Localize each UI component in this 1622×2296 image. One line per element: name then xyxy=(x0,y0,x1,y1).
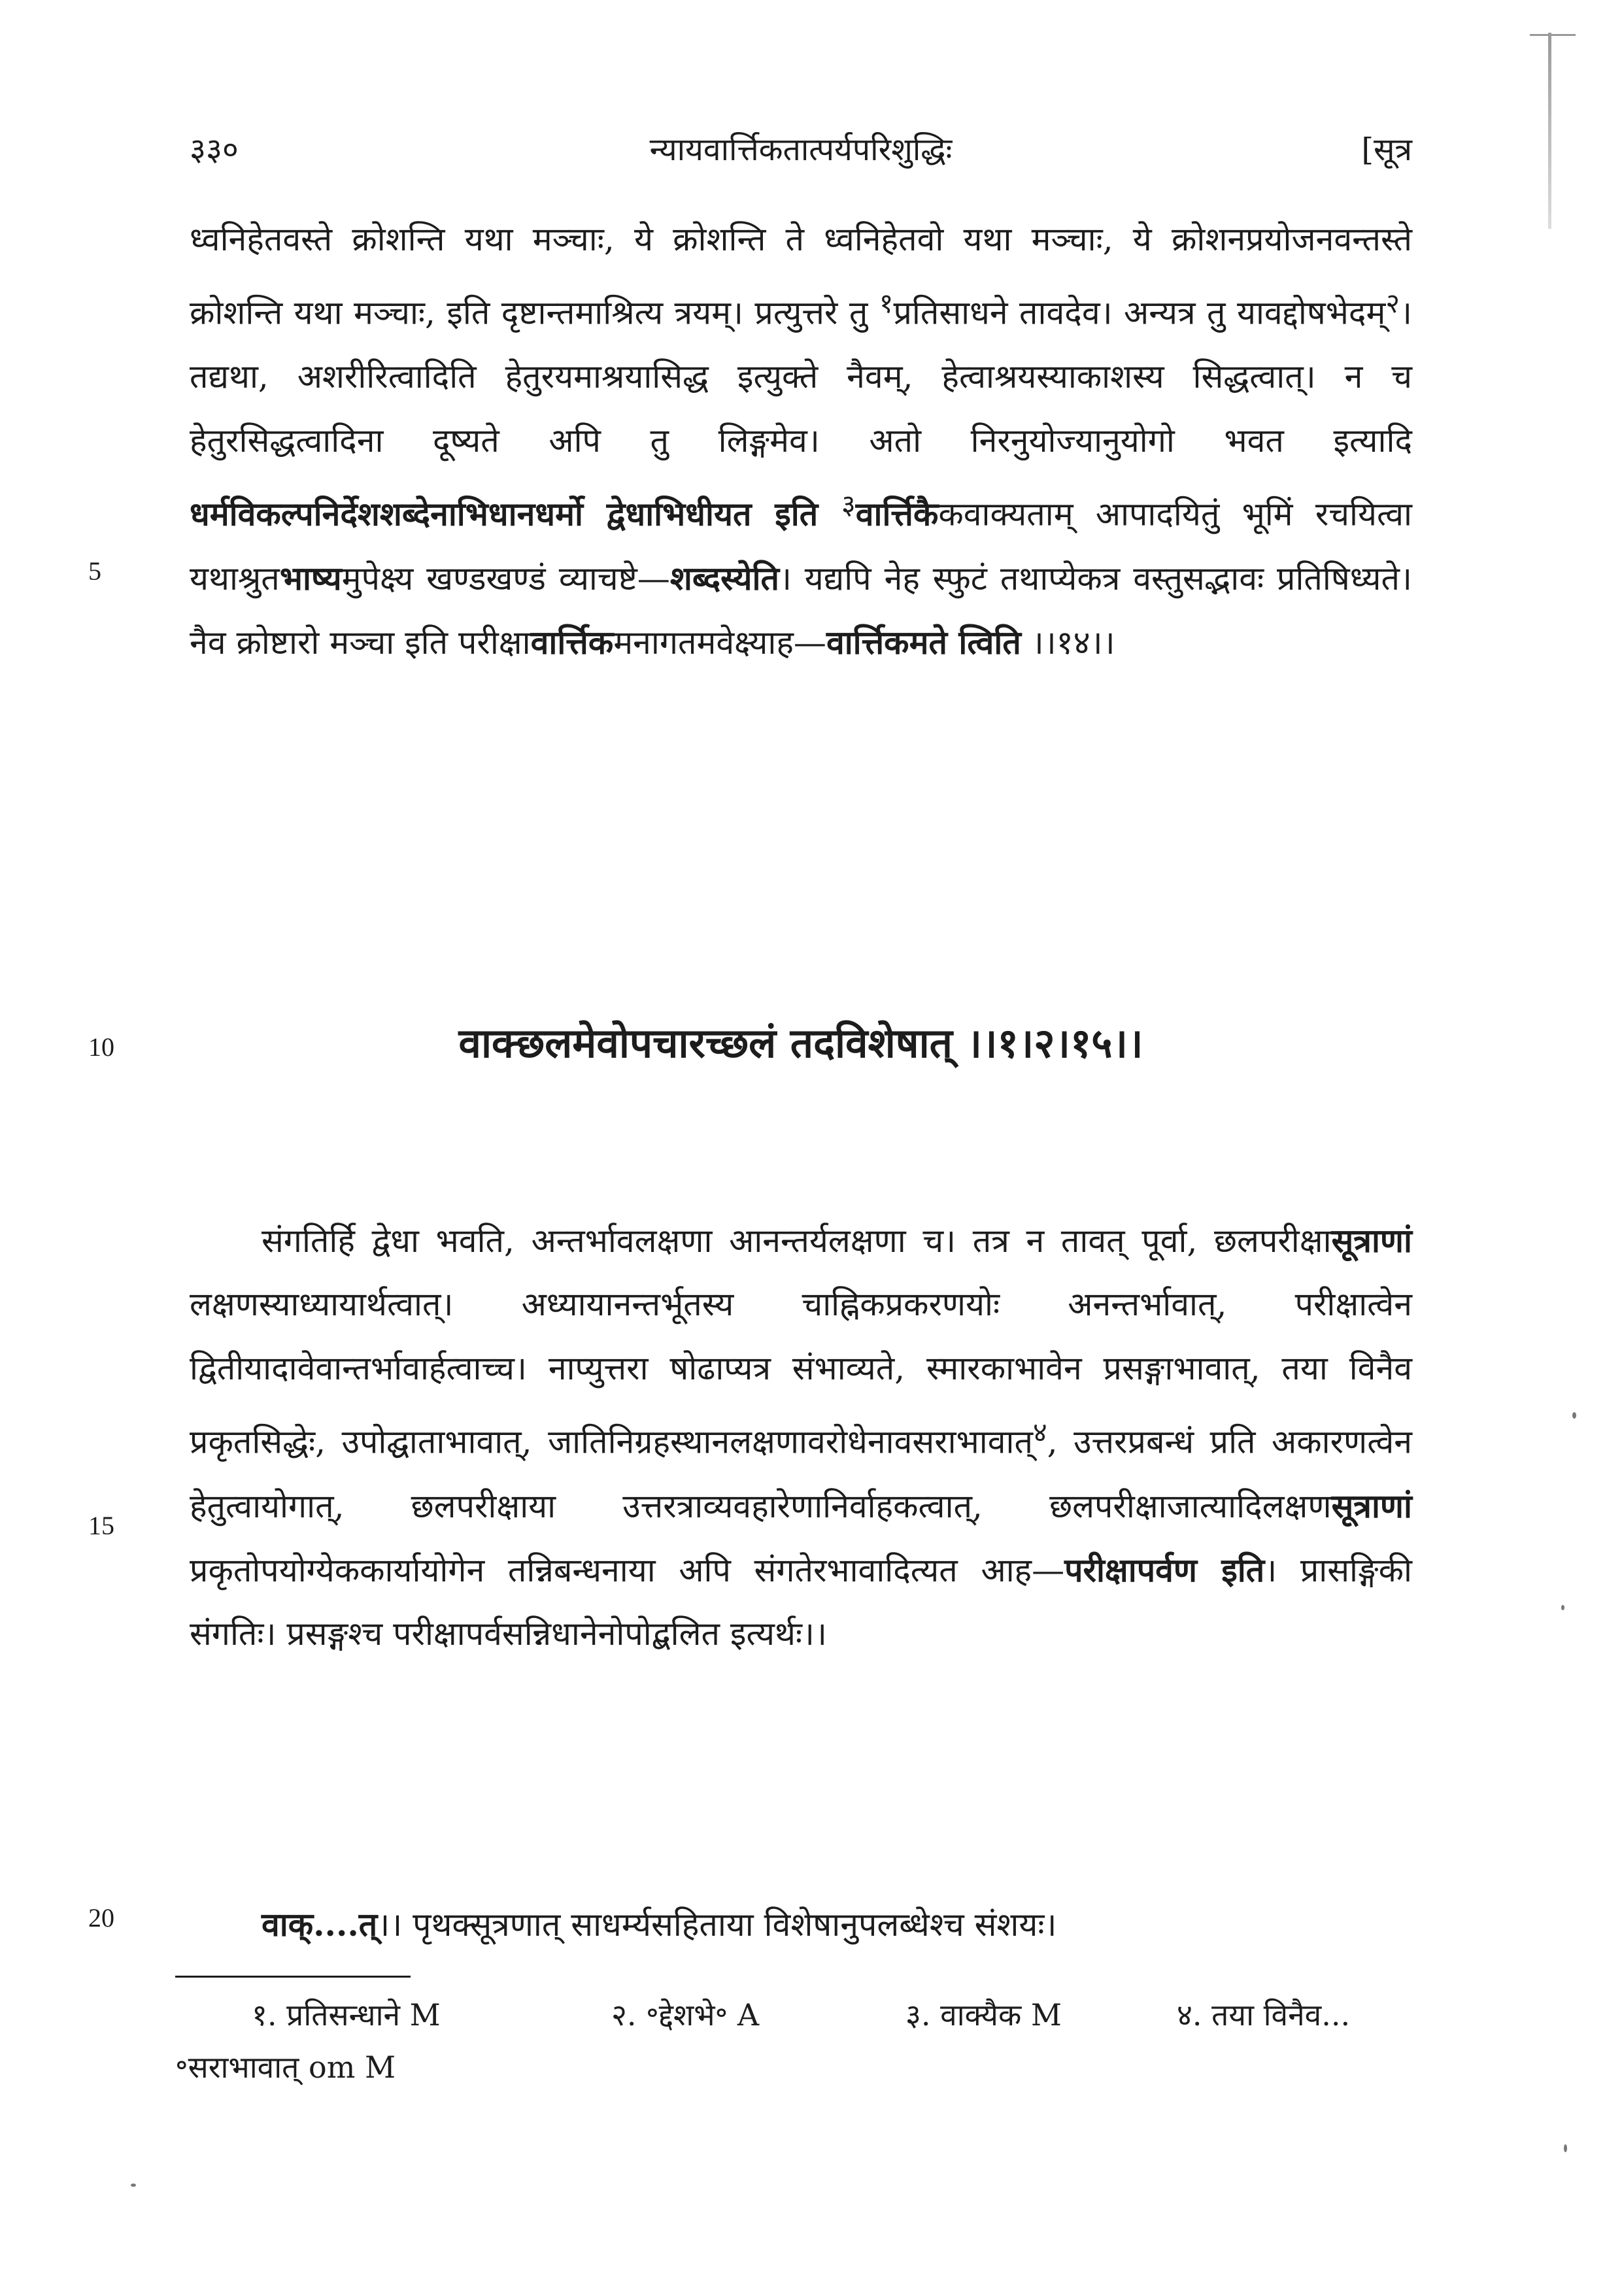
text-run: । प्रासङ्गिकी संगतिः। प्रसङ्गश्च परीक्षापर्वसन्निधानेनोपोद्बलित इत्यर्थः।। xyxy=(190,1551,1413,1653)
line-number-5: 5 xyxy=(88,556,101,586)
text-run: कवाक्यताम् आपादयितुं भूमिं रचयित्वा यथाश्रुत xyxy=(190,495,1412,598)
text-run: प्रकृतोपयोग्येककार्यायोगेन तन्निबन्धनाया अपि संगतेरभावादित्यत आह— xyxy=(190,1551,1065,1590)
text-run: , उत्तरप्रबन्धं प्रति अकारणत्वेन हेतुत्वायोगात्, छलपरीक्षाया उत्तरत्राव्यवहारेणानिर्वाहकत्वात्, छलपरीक्षाजात्यादिलक्षण xyxy=(190,1423,1412,1525)
footnote-marker: ४ xyxy=(1033,1415,1047,1448)
scan-speck xyxy=(131,2184,136,2187)
text-run: संगतिर्हि द्वेधा भवति, अन्तर्भावलक्षणा आनन्तर्यलक्षणा च। तत्र न तावत् पूर्वा, छलपरीक्षा xyxy=(262,1222,1332,1260)
bold-lemma: वार्त्तिकै xyxy=(855,494,939,533)
footnote-divider xyxy=(175,1976,411,1978)
text-run: प्रतिसाधने तावदेव। अन्यत्र तु यावद्दोषभेदम् xyxy=(893,294,1386,332)
text-run: मनागतमवेक्ष्याह— xyxy=(613,624,826,662)
scan-speck xyxy=(1561,1605,1564,1610)
text-run: ।। पृथक्सूत्रणात् साधर्म्यसहिताया विशेषानुपलब्धेश्च संशयः। xyxy=(377,1906,1057,1944)
line-number-15: 15 xyxy=(88,1511,114,1540)
bold-lemma: परीक्षापर्वण इति xyxy=(1064,1551,1265,1590)
line-number-20: 20 xyxy=(88,1903,114,1933)
running-title: न्यायवार्त्तिकतात्पर्यपरिशुद्धिः xyxy=(649,131,953,168)
scan-edge-mark xyxy=(1530,34,1576,36)
footnote-4: ४. तया विनैव... xyxy=(1177,1997,1351,2033)
commentary-paragraph-1 xyxy=(190,208,1412,675)
footnote-marker: १ xyxy=(879,287,894,320)
sutra-gloss-line xyxy=(190,1893,1412,1957)
line-number-10: 10 xyxy=(88,1032,114,1062)
footnote-2: २. ॰द्देशभे॰ A xyxy=(611,1997,760,2033)
bold-lemma: वार्त्तिक xyxy=(530,623,614,662)
section-label: [सूत्र xyxy=(1361,131,1412,168)
bold-lemma: वार्त्तिकमते त्विति xyxy=(826,623,1021,662)
commentary-paragraph-2 xyxy=(190,1209,1412,1666)
footnote-marker: ३ xyxy=(841,488,856,520)
sutra-heading: वाक्छलमेवोपचारच्छलं तदविशेषात् ।।१।२।१५।। xyxy=(458,1019,1143,1067)
scan-edge-shadow xyxy=(1548,33,1551,229)
bold-lemma: वाक्....त् xyxy=(262,1905,378,1944)
bold-lemma: धर्मविकल्पनिर्देशशब्देनाभिधानधर्मो द्वेधाभिधीयत इति xyxy=(190,494,842,533)
running-header xyxy=(190,127,1412,173)
bold-lemma: शब्दस्येति xyxy=(669,558,779,598)
bold-lemma: भाष्य xyxy=(279,558,342,598)
text-run: मुपेक्ष्य खण्डखण्डं व्याचष्टे— xyxy=(341,559,670,598)
footnote-4-continuation: ॰सराभावात् om M xyxy=(175,2050,396,2085)
footnote-marker: २ xyxy=(1385,287,1400,320)
text-run: ।।१४।। xyxy=(1021,624,1115,662)
text-run: लक्षणस्याध्यायार्थत्वात्। अध्यायानन्तर्भूतस्य चाह्निकप्रकरणयोः अनन्तर्भावात्, परीक्षात्वेन द्वितीयादावेवान्तर्भावार्हत्वाच्च। नाप्युत्तरा षोढाप्यत्र संभाव्यते, स्मारकाभावेन प्रसङ्गाभावात्, तया विनैव प्रकृतसिद्धेः, उपोद्घाताभावात्, जातिनिग्रहस्थानलक्षणावरोधेनावसराभावात् xyxy=(190,1285,1412,1461)
footnote-1: १. प्रतिसन्धाने M xyxy=(252,1997,441,2033)
bold-lemma: सूत्राणां xyxy=(1331,1221,1412,1260)
page-number: ३३० xyxy=(190,131,239,168)
scan-speck xyxy=(1564,2144,1567,2152)
text-run: । तद्यथा, अशरीरित्वादिति हेतुरयमाश्रयासिद्ध इत्युक्ते नैवम्, हेत्वाश्रयस्याकाशस्य सिद्धत्वात्। न च हेतुरसिद्धत्वादिना दूष्यते अपि तु लिङ्गमेव। अतो निरनुयोज्यानुयोगो भवत इत्यादि xyxy=(190,294,1412,460)
scan-speck xyxy=(1572,1412,1576,1419)
footnote-3: ३. वाक्यैक M xyxy=(905,1997,1062,2033)
text-run: ध्वनिहेतवस्ते क्रोशन्ति यथा मञ्चाः, ये क्रोशन्ति ते ध्वनिहेतवो यथा मञ्चाः, ये क्रोशनप्रयोजनवन्तस्ते क्रोशन्ति यथा मञ्चाः, इति दृष्टान्तमाश्रित्य त्रयम्। प्रत्युत्तरे तु xyxy=(190,220,1412,332)
text-run: । यद्यपि नेह स्फुटं तथाप्येकत्र वस्तुसद्भावः प्रतिषिध्यते। नैव क्रोष्टारो मञ्चा इति परीक्षा xyxy=(190,559,1412,662)
bold-lemma: सूत्राणां xyxy=(1331,1486,1412,1525)
